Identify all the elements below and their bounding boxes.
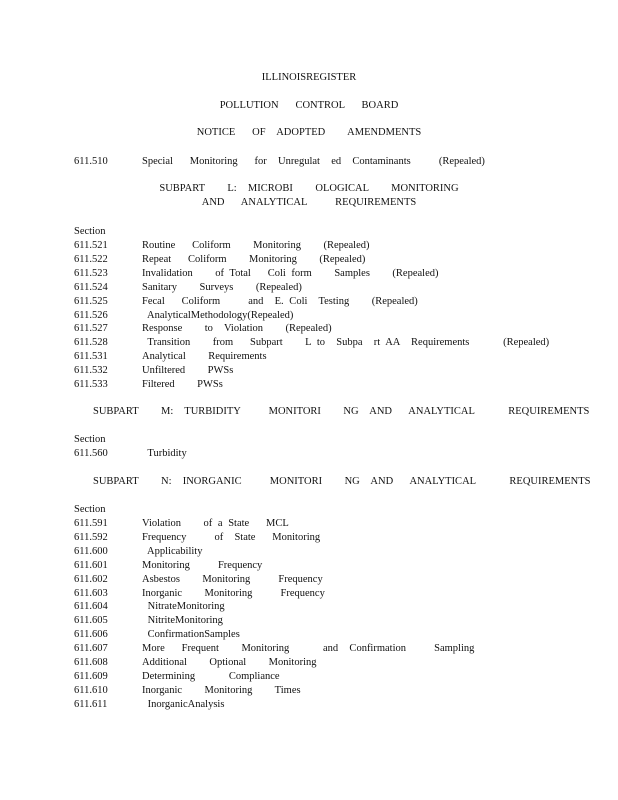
section-entry <box>0 657 618 671</box>
section-title: Unfiltered PWSs <box>142 365 234 377</box>
section-entry <box>0 282 618 296</box>
section-number: 611.526 <box>74 309 108 321</box>
section-title: Inorganic Monitoring Times <box>142 684 301 696</box>
section-title: Additional Optional Monitoring <box>142 657 317 668</box>
board-title: POLLUTION CONTROL BOARD <box>219 100 399 111</box>
section-number: 611.605 <box>74 615 108 627</box>
section-entry <box>0 365 618 379</box>
section-entry <box>0 448 618 462</box>
section-entry <box>0 560 618 574</box>
section-number: 611.521 <box>74 240 108 251</box>
section-number: 611.610 <box>74 684 108 696</box>
section-number: 611.510 <box>74 156 108 167</box>
section-title: Inorganic Monitoring Frequency <box>142 587 325 599</box>
section-number: 611.527 <box>74 323 108 335</box>
section-entry <box>0 518 618 532</box>
section-number: 611.524 <box>74 281 108 293</box>
section-title: ConfirmationSamples <box>142 629 240 641</box>
section-number: 611.528 <box>74 337 108 349</box>
section-title: Monitoring Frequency <box>142 559 263 571</box>
section-title: AnalyticalMethodology(Repealed) <box>142 309 294 321</box>
section-title: NitrateMonitoring <box>142 601 225 613</box>
section-number: 611.601 <box>74 559 108 571</box>
section-entry <box>0 671 618 685</box>
section-entry <box>0 240 618 254</box>
section-entry <box>0 254 618 268</box>
section-title: Invalidation of Total Coli form Samples (Repealed) <box>142 267 439 279</box>
section-title: Sanitary Surveys (Repealed) <box>142 281 302 293</box>
section-number: 611.604 <box>74 601 108 613</box>
section-entry <box>0 574 618 588</box>
section-entry <box>0 546 618 560</box>
section-number: 611.608 <box>74 657 108 668</box>
section-entry <box>0 351 618 365</box>
notice-title: NOTICE OF ADOPTED AMENDMENTS <box>196 127 422 138</box>
section-entry <box>0 643 618 657</box>
section-number: 611.600 <box>74 545 108 557</box>
subpart-l-heading-line2: AND ANALYTICAL REQUIREMENTS <box>201 197 417 208</box>
section-entry <box>0 379 618 393</box>
section-title: Determining Compliance <box>142 670 280 682</box>
section-number: 611.607 <box>74 643 108 655</box>
section-number: 611.532 <box>74 365 108 377</box>
section-number: 611.606 <box>74 629 108 641</box>
section-title: Asbestos Monitoring Frequency <box>142 573 323 585</box>
section-title: Violation of a State MCL <box>142 518 289 529</box>
section-entry <box>0 323 618 337</box>
subpart-l-heading-line1: SUBPART L: MICROBI OLOGICAL MONITORING <box>159 183 459 194</box>
section-entry <box>0 310 618 324</box>
section-title: Transition from Subpart L to Subpa rt AA Requirements (Repealed) <box>142 337 550 349</box>
subpart-l-section-label: Section <box>74 226 106 237</box>
section-title: Frequency of State Monitoring <box>142 531 321 543</box>
section-number: 611.525 <box>74 295 108 307</box>
section-title: Routine Coliform Monitoring (Repealed) <box>142 240 370 251</box>
section-title: Special Monitoring for Unregulat ed Contaminants (Repealed) <box>142 156 485 167</box>
section-title: InorganicAnalysis <box>142 698 225 710</box>
section-title: Filtered PWSs <box>142 379 223 390</box>
subpart-m-section-label: Section <box>74 434 106 445</box>
section-number: 611.560 <box>74 448 108 459</box>
section-number: 611.523 <box>74 267 108 279</box>
section-number: 611.531 <box>74 351 108 363</box>
section-number: 611.591 <box>74 518 108 529</box>
section-title: Turbidity <box>142 448 187 459</box>
section-entry <box>0 699 618 713</box>
section-number: 611.522 <box>74 253 108 265</box>
register-title: ILLINOISREGISTER <box>261 72 357 83</box>
section-entry <box>0 588 618 602</box>
section-number: 611.603 <box>74 587 108 599</box>
section-entry <box>0 268 618 282</box>
section-entry <box>0 601 618 615</box>
section-number: 611.602 <box>74 573 108 585</box>
section-entry <box>0 685 618 699</box>
section-title: NitriteMonitoring <box>142 615 223 627</box>
subpart-n-heading: SUBPART N: INORGANIC MONITORI NG AND ANALYTICAL REQUIREMENTS <box>93 476 591 487</box>
section-entry <box>0 296 618 310</box>
subpart-m-heading: SUBPART M: TURBIDITY MONITORI NG AND ANALYTICAL REQUIREMENTS <box>93 406 590 417</box>
subpart-n-section-label: Section <box>74 504 106 515</box>
section-entry <box>0 337 618 351</box>
section-number: 611.533 <box>74 379 108 390</box>
section-entry <box>0 629 618 643</box>
section-title: Applicability <box>142 545 203 557</box>
intro-entry <box>0 156 618 170</box>
section-entry <box>0 532 618 546</box>
section-number: 611.611 <box>74 698 108 710</box>
section-title: Response to Violation (Repealed) <box>142 323 332 335</box>
section-entry <box>0 615 618 629</box>
section-number: 611.592 <box>74 531 108 543</box>
section-title: Repeat Coliform Monitoring (Repealed) <box>142 253 366 265</box>
section-title: Analytical Requirements <box>142 351 267 363</box>
section-number: 611.609 <box>74 670 108 682</box>
section-title: More Frequent Monitoring and Confirmation Sampling <box>142 643 475 655</box>
section-title: Fecal Coliform and E. Coli Testing (Repealed) <box>142 295 418 307</box>
